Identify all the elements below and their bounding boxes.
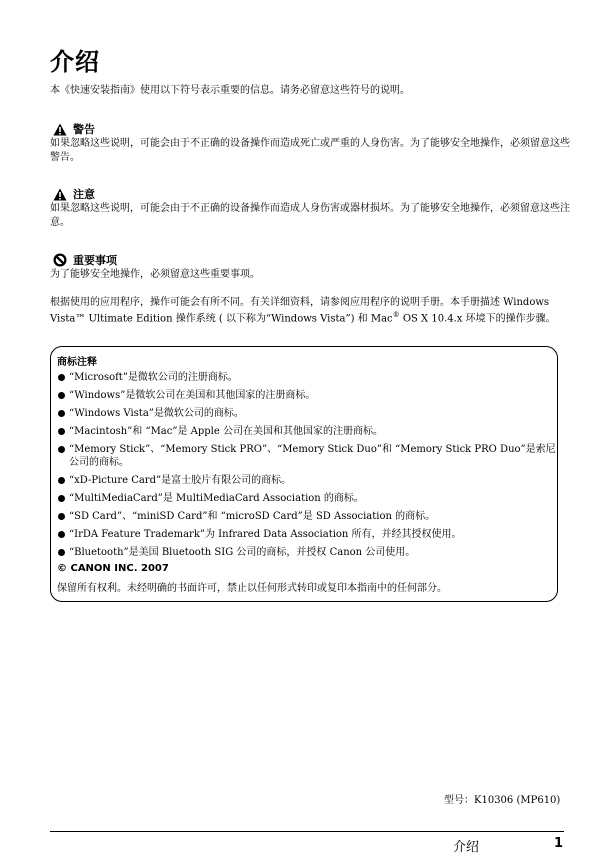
bullet-icon: [58, 446, 65, 453]
important-notice: [50, 253, 570, 282]
caution-body: 如果忽略这些说明，可能会由于不正确的设备操作而造成人身伤害或器材损坏。为了能够安全地操作，必须留意这些注意。: [50, 203, 570, 228]
model-number: 型号：K10306 (MP610): [444, 795, 561, 806]
list-item: [57, 474, 557, 487]
trademark-text: “Windows Vista”是微软公司的商标。: [69, 408, 244, 419]
list-item: [57, 546, 557, 559]
list-item: [57, 425, 557, 438]
registered-mark: ®: [392, 311, 400, 319]
list-item: [57, 528, 557, 541]
page-number: 1: [554, 836, 564, 851]
trademark-text: “Macintosh”和 “Mac”是 Apple 公司在美国和其他国家的注册商标。: [69, 426, 383, 437]
important-heading-row: [50, 253, 570, 267]
footer-section-label: 介绍: [453, 840, 480, 855]
os-note-paragraph: [50, 296, 570, 325]
copyright-notice: © CANON INC. 2007: [57, 563, 169, 574]
intro-text: 本《快速安装指南》使用以下符号表示重要的信息。请务必留意这些符号的说明。: [50, 85, 410, 96]
warning-heading: 警告: [73, 123, 95, 136]
important-body: 为了能够安全地操作，必须留意这些重要事项。: [50, 269, 260, 280]
bullet-icon: [58, 531, 65, 538]
list-item: [57, 407, 557, 420]
page-title: 介绍: [50, 48, 100, 76]
caution-heading: 注意: [73, 188, 95, 201]
footer-divider: [50, 831, 564, 832]
trademark-text: “Windows”是微软公司在美国和其他国家的注册商标。: [69, 390, 316, 401]
list-item: [57, 371, 557, 384]
list-item: [57, 492, 557, 505]
trademark-heading: 商标注释: [57, 357, 97, 368]
bullet-icon: [58, 410, 65, 417]
trademark-list: [57, 371, 557, 559]
caution-heading-row: [50, 187, 570, 201]
trademark-text: “Microsoft”是微软公司的注册商标。: [69, 372, 238, 383]
prohibition-icon: [53, 253, 67, 267]
warning-heading-row: [50, 122, 570, 136]
warning-triangle-icon: [53, 123, 67, 136]
os-note-text-2: OS X 10.4.x 环境下的操作步骤。: [399, 313, 556, 325]
list-item: [57, 443, 557, 469]
os-note-text-1: 根据使用的应用程序，操作可能会有所不同。有关详细资料，请参阅应用程序的说明手册。本手册描述 Windows Vista™ Ultimate Edition 操作系统 ( 以下称为“Windows Vista”) 和 Mac: [50, 297, 550, 325]
bullet-icon: [58, 495, 65, 502]
bullet-icon: [58, 428, 65, 435]
rights-statement: 保留所有权利。未经明确的书面许可，禁止以任何形式转印或复印本指南中的任何部分。: [57, 583, 447, 594]
warning-notice: [50, 122, 570, 165]
bullet-icon: [58, 477, 65, 484]
bullet-icon: [58, 374, 65, 381]
bullet-icon: [58, 549, 65, 556]
warning-body: 如果忽略这些说明，可能会由于不正确的设备操作而造成死亡或严重的人身伤害。为了能够安全地操作，必须留意这些警告。: [50, 138, 570, 163]
trademark-text: “xD-Picture Card”是富士胶片有限公司的商标。: [69, 475, 292, 486]
caution-triangle-icon: [53, 188, 67, 201]
trademark-text: “SD Card”、“miniSD Card”和 “microSD Card”是 SD Association 的商标。: [69, 511, 436, 522]
trademark-box: [50, 346, 558, 602]
list-item: [57, 510, 557, 523]
bullet-icon: [58, 392, 65, 399]
bullet-icon: [58, 513, 65, 520]
caution-notice: [50, 187, 570, 230]
list-item: [57, 389, 557, 402]
trademark-text: “IrDA Feature Trademark”为 Infrared Data Association 所有，并经其授权使用。: [69, 529, 462, 540]
trademark-text: “Memory Stick”、“Memory Stick PRO”、“Memory Stick Duo”和 “Memory Stick PRO Duo”是索尼公司的商标。: [69, 444, 556, 468]
important-heading: 重要事项: [73, 254, 117, 267]
trademark-text: “MultiMediaCard”是 MultiMediaCard Association 的商标。: [69, 493, 364, 504]
trademark-text: “Bluetooth”是美国 Bluetooth SIG 公司的商标，并授权 Canon 公司使用。: [69, 547, 416, 558]
